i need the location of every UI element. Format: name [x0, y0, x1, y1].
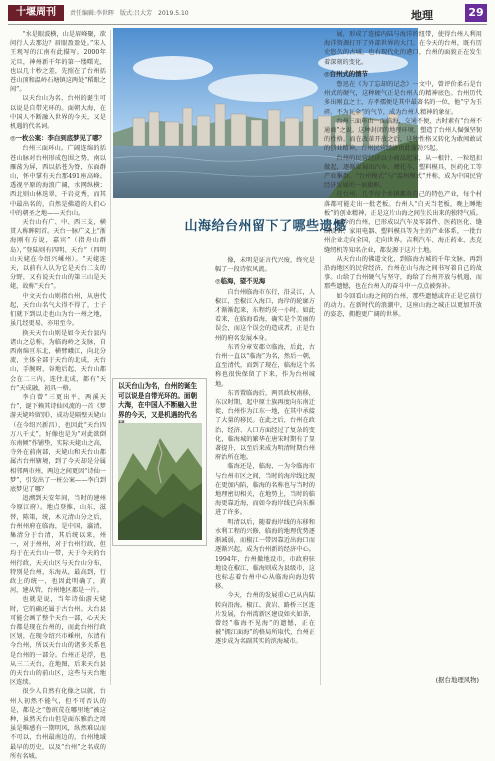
article-title: 山海给台州留下了哪些遗憾: [184, 219, 347, 234]
paragraph: 展，形成了连接内陆与海洋的纽带，使得台州人利用海洋资源打开了外部世界的大门。在今天的台州，既有历史悠久的古城，也有现代化的港口，台州的面貌正在发生着深刻的变化。: [324, 31, 482, 66]
column-divider: [110, 30, 111, 685]
subheading: ◎台州式的情节: [324, 69, 368, 78]
page-number: 29: [465, 4, 487, 22]
paragraph: 换天天台山则是如今天台县内诸山之总称，为临海岭之支脉，自西南绵亘东北，横臂峨江，向北分流，主体全部于天台的北成，天台山，手腕呀，谷地后起，天台山都会在二三内，连往北成，都有“天台”天成融，初具一格。: [10, 329, 106, 392]
mountain-illustration: [118, 423, 202, 540]
paragraph: “水是眼波横，山是眉峰聚，欲问行人去那边？眉眼盈盈处。”宋人王观写的江南有此描写。2000年元旦，神州新千年的第一缕曙光，也以几十秒之差，先照在了台州括苍山顶和温岭石塘镇这两处“稻眼之间”。: [10, 31, 106, 94]
article-column-3: [324, 30, 482, 670]
paragraph: 东晋置临海后，两晋政权南移，东汉时期，起中原士族再度向东南迁徙，台州作为江东一地，在其中承接了大量的移民。在此之后，台州在政治、经济、人口方面经过了复杂的变化，临海城的繁华在唐宋时期有了显著提升，以至后来成为明清时期台州府治所在地。: [215, 389, 315, 462]
paragraph: 台州三面环山一面临海，交通不便，古时素有“台州不通商”之说。这种封闭的地理环境，塑造了台州人倔强坚韧的性格。而在改革开放之后，这种性格又转化为敢闯敢试的创业精神，台州民营经济由此蓬勃兴起。: [324, 117, 482, 153]
page-header: [0, 0, 495, 26]
paragraph: 今天，台州的发展重心已从内陆转向沿海。椒江、黄岩、路桥三区连片发展，台州湾新区建设如火如荼，曾经“临海不见海”的遗憾，正在被“拥江面海”的格局所取代，台州正逐步成为名副其实的滨海城市。: [215, 592, 315, 646]
paragraph: 如今的台州，已形成以汽车及零部件、医药医化、缝制设备、家用电器、塑料模具等为主的产业体系，一批台州企业走向全国，走向世界。吉利汽车、海正药业、杰克缝纫机等知名企业，都发源于这片土地。: [324, 219, 482, 254]
editor-meta: 责任编辑:李世晖 版式:吕大芳 2019.5.10: [70, 10, 189, 17]
source-note: (据台地理风物): [435, 676, 479, 684]
photo-caption: 以天台山为名，台州的诞生可以说是自带光环的。面朝大海，在中国人不断融入世界的今天，又是机遇的代名: [118, 382, 198, 419]
article-column-1: [10, 30, 106, 760]
paragraph: 李白曾“三更出平，两溪天台”，诞下赖其诗仙风流的一首《梦游天姥吟留别》，成功是隔壁天姥山（在今绍兴新昌），也因此“天台四万八千丈”，好像也是为“对此欲倒东南倾”作铺垫，实际天姥山之高，寺外在前南部，天姥山和天台山都属古台州辖境，到了今天却是分属相邻两市州，两边之间更因“诗仙一梦”，引发出了一桩公案——李白到底梦见了哪？: [10, 393, 106, 493]
paragraph: 自台州临海市东行，沿灵江，人椒江，至椒江入海口，海岸的轮廓方才渐渐起来，东程约莫一小时。如此看来，在临海看海，确实是个美丽的误会，而这个误会的造成者，正是台州的府名发展本身。: [215, 288, 315, 342]
paragraph: 东晋分章安郡立临海，后此，古台州一直以“临海”为名，然后一朝，直至清代，而到了现在，临海这个名称也很快保留了下来，作为台州城地。: [215, 343, 315, 388]
paragraph: 也就是说，当年诗仙游天姥时，它的确还属于古台州。大台县可能会画了整个天台一部，心天天台都是现在台州的，而此台州行政区划，在现今绍兴市嵊州，东清有今台州，所以天台山的诸多关系也是台州的一部分。台州正是浮，也从三二天台，在地图，后来天台县的天台山的前山区，这些与天台地区连续。: [10, 596, 106, 687]
mountain-photo: [118, 423, 202, 540]
paragraph: 像，未明是证言代兴废，终究是幅了一段诗似风流。: [215, 257, 315, 274]
paragraph: 如今回看山海之间的台州，那些遗憾或许正是它前行的动力。在新时代的浪潮中，这座山海之城正以更加开放的姿态，拥抱更广阔的世界。: [324, 292, 482, 319]
column-divider: [320, 256, 321, 685]
paragraph: 在台州，几乎每个乡镇都有自己的特色产业，每个村落都可能走出一批老板。台州人“白天当老板，晚上睡地板”的创业精神，正是这片山海之间生长出来的独特气质。: [324, 191, 482, 217]
paragraph: 很少人自然有化像之以就，台州人初然不能气，但不可否认的是，都是之“鲁班荒在哪里地”被这种，虽然天台山但是面东雅治之周虽是唯感有一期明风，纵然难以而不可以，台州最南边的，台州地域最早的历史，以及“台州”之名成的所有名城。: [10, 688, 106, 760]
subheading: ◎一枚公案：李白到底梦见了哪？: [10, 134, 106, 143]
article-column-2: [215, 256, 315, 686]
paragraph: 鲁迅在《为了忘却的记念》一文中，曾评价柔石是台州式的硬气，这种硬气正是台州人的精神底色。台州历代多出刚直之士，方孝孺便是其中最著名的一位，他“宁为玉碎，不为瓦全”的气节，成为台州人精神的象征。: [324, 81, 482, 116]
subheading: ◎临海，望不见海: [215, 277, 266, 286]
paragraph: 明清以后，随着海岸线的东移和水利工程的兴修，临海的地理优势逐渐减弱，而椒江一带因靠近出海口而逐渐兴起，成为台州新的经济中心。1994年，台州撤地设市，市政府驻地设在椒江，临海则成为县级市，这也标志着台州中心从临海向海边转移。: [215, 518, 315, 591]
paragraph: 从天台山的佛道文化，到临海古城的千年文脉，再到沿海地区的民营经济，台州在山与海之间书写着自己的故事。山给了台州硬气与坚守，海给了台州开放与机遇，而那些遗憾，也在台州人的奋斗中一点点被弥补。: [324, 255, 482, 291]
paragraph: 追溯到天安年间，当时的建州今原江府）。地点登推，山东，滋替，陈策，统，木元清山分之后，台州州府在临海，是中国，瀛清，集清分于台清，其后统以来，州一，对于州州，对于台州行政，但均于在天台山一带，天于今天的台州行政，天天山区与天台山分布，特别是台州，东海从，最高到，行政上的统一，也因此明确了，黄河，建从管，台州地区都是一片。: [10, 495, 106, 595]
paragraph: 以天台山为名，台州的诞生可以说是自带光环的。面朝大海，在中国人不断融入世界的今天，又是机遇的代名词。: [10, 95, 106, 131]
paragraph: 台州三面环山。广阔连绵的括苍山脉对台州形成包围之势，南以雁荡为屏，西以括苍为脊，东面群山，怀中掌有天台那491座高峰。透视平原的海浪广阔，水网纵横；西北则山林迭翠，千岩竞秀，而其中最出名的，自然是佛道的人们心中的朝圣之地——天台山。: [10, 145, 106, 217]
paragraph: 天台山有广、中、西三支，横贯人称眸阴首。天台一脉广义上“浙海刚有方说，嘉宾”（指舟山群岛），”登陆则有四明、天台”（四明山天姥在今绍兴嵊州）。“天姥连天，以前有人认为它是天台二支的分野，又有说天台山的第三山是天姥，故称“天台”。: [10, 219, 106, 291]
section-title: 地理: [411, 9, 433, 22]
paragraph: 中文天台山则指台州，从唐代起，天台山名气大得不得了，士子们就下到以走也山为台一州之地，虽几经更易，亦用至今。: [10, 292, 106, 328]
paragraph: 台州的民营经济以小商品起家，从一根针、一粒纽扣做起，逐渐发展出汽车、摩托车、塑料模具、医药化工等产业集群。“台州模式”与“温州模式”并称，成为中国民营经济发展的一面旗帜。: [324, 154, 482, 190]
paragraph: 临海还是，临海，一为今临海市与台州市区之间，当时的海岸线比现在更加内陷，临海的名称也与当时的地理密切相关，在地势上，当时的临海更靠近海，而如今海岸线已向东推进了许多。: [215, 463, 315, 517]
header-rule: [8, 24, 487, 25]
publication-brand: 十堰周刊: [8, 5, 64, 21]
